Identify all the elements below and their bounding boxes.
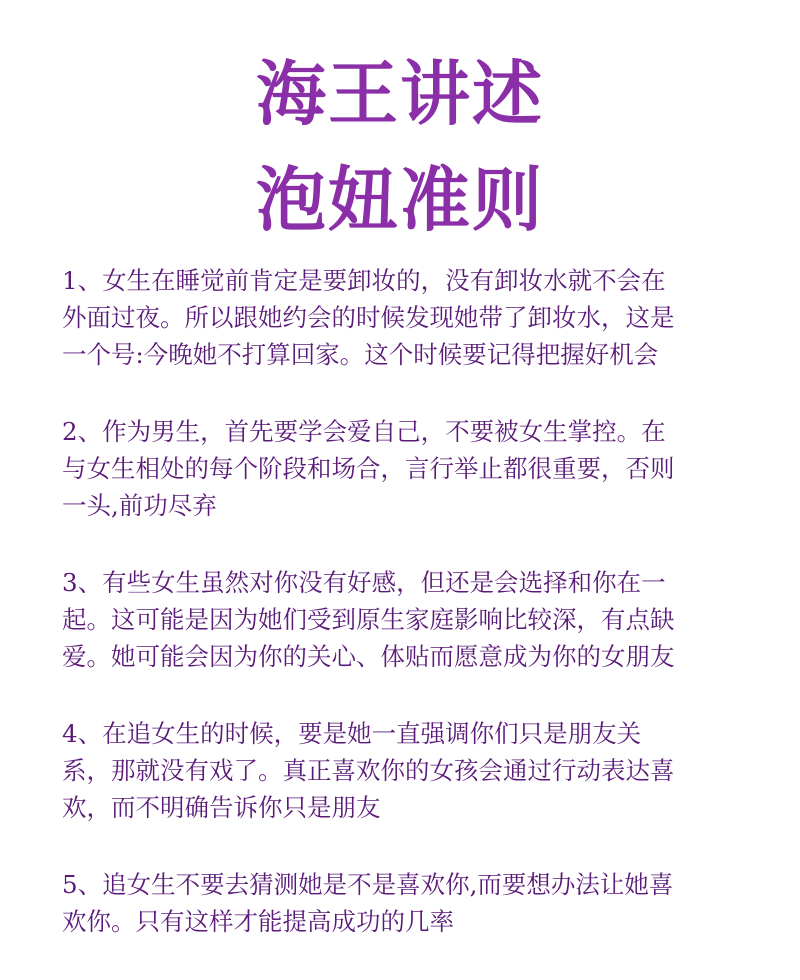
rule-4-line-2: 系，那就没有戏了。真正喜欢你的女孩会通过行动表达喜 (62, 756, 675, 785)
rule-item-4 (62, 715, 742, 826)
rules-list (62, 262, 742, 980)
rule-item-1 (62, 262, 742, 373)
rule-4-line-3: 欢，而不明确告诉你只是朋友 (62, 793, 381, 822)
rule-4-line-1: 4、在追女生的时候，要是她一直强调你们只是朋友关 (62, 719, 642, 748)
rule-item-3 (62, 564, 742, 675)
rule-5-line-2: 欢你。只有这样才能提高成功的几率 (62, 907, 454, 936)
rule-item-5 (62, 866, 742, 940)
rule-3-line-2: 起。这可能是因为她们受到原生家庭影响比较深，有点缺 (62, 605, 675, 634)
rule-5-line-1: 5、追女生不要去猜测她是不是喜欢你,而要想办法让她喜 (62, 870, 674, 899)
rule-1-line-3: 一个号:今晚她不打算回家。这个时候要记得把握好机会 (62, 340, 659, 369)
rule-3-line-1: 3、有些女生虽然对你没有好感，但还是会选择和你在一 (62, 568, 666, 597)
rule-3-line-3: 爱。她可能会因为你的关心、体贴而愿意成为你的女朋友 (62, 642, 675, 671)
rule-item-2 (62, 413, 742, 524)
rule-1-line-1: 1、女生在睡觉前肯定是要卸妆的，没有卸妆水就不会在 (62, 266, 666, 295)
rule-2-line-2: 与女生相处的每个阶段和场合，言行举止都很重要，否则 (62, 454, 675, 483)
title-line-2: 泡妞准则 (256, 158, 544, 241)
title-line-1: 海王讲述 (256, 52, 544, 135)
rule-2-line-1: 2、作为男生，首先要学会爱自己，不要被女生掌控。在 (62, 417, 666, 446)
rule-2-line-3: 一头,前功尽弃 (62, 491, 217, 520)
rule-1-line-2: 外面过夜。所以跟她约会的时候发现她带了卸妆水，这是 (62, 303, 675, 332)
